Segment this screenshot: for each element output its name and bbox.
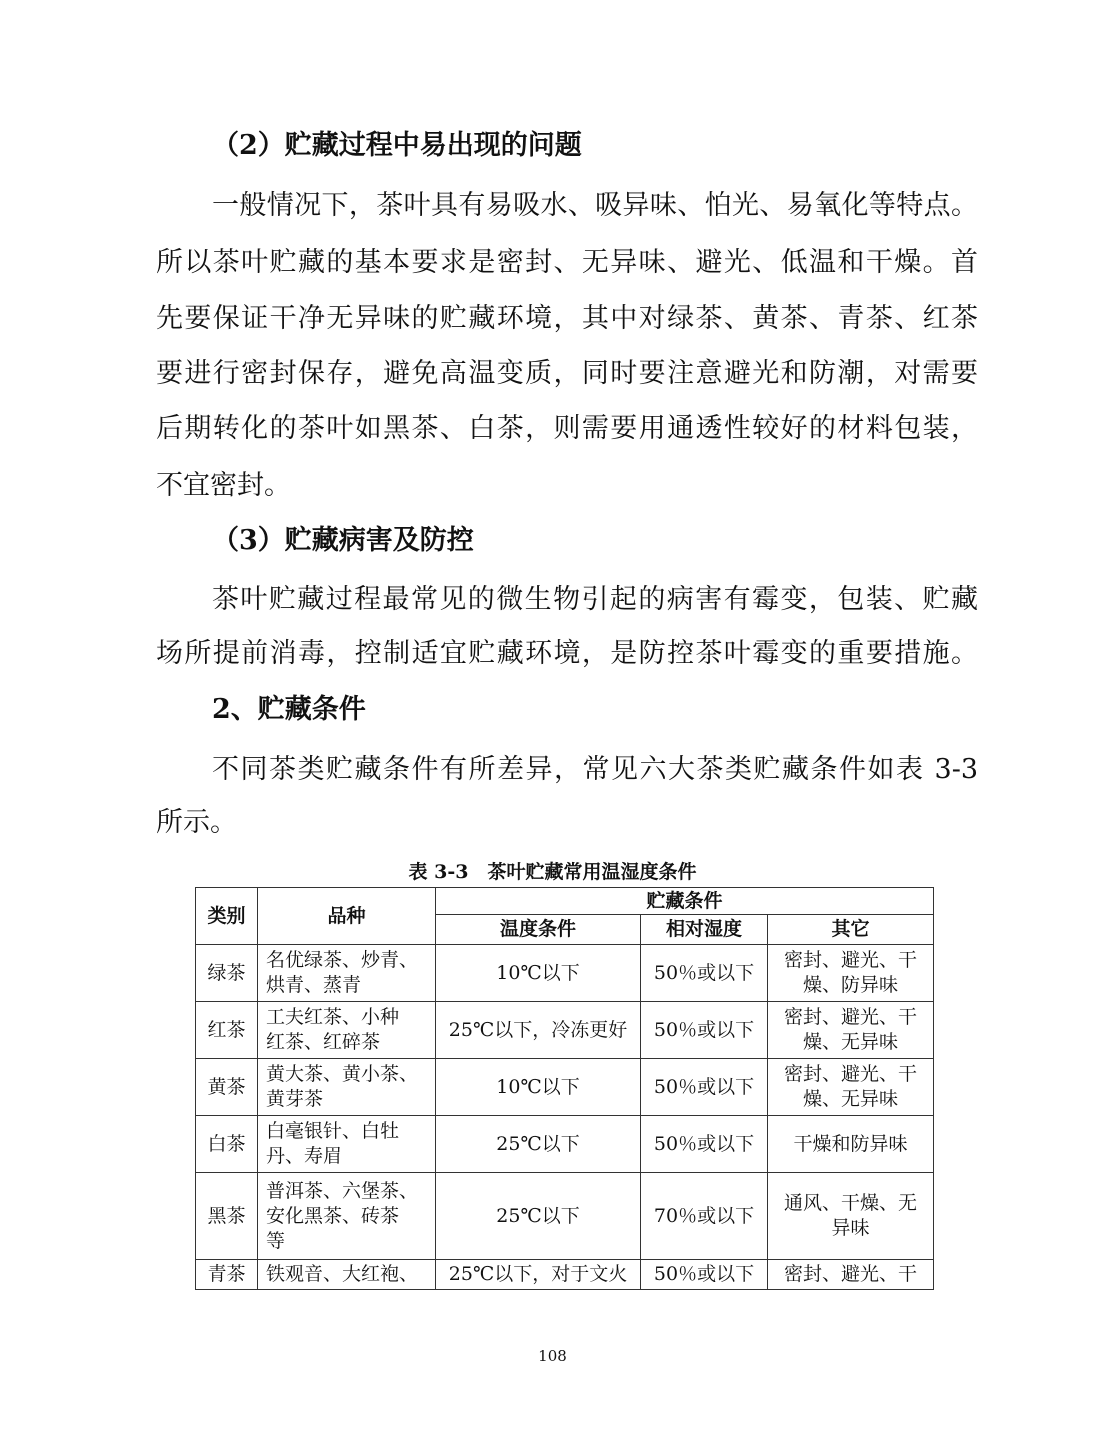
table-row bbox=[196, 1173, 934, 1260]
paragraph-line: 一般情况下，茶叶具有易吸水、吸异味、怕光、易氧化等特点。 bbox=[212, 190, 978, 221]
cell-variety: 名优绿茶、炒青、 烘青、蒸青 bbox=[258, 945, 436, 1002]
cell-temperature: 25℃以下，冷冻更好 bbox=[436, 1002, 641, 1059]
cell-humidity: 50％或以下 bbox=[641, 1059, 768, 1116]
cell-other: 干燥和防异味 bbox=[768, 1116, 934, 1173]
paragraph-line: 不同茶类贮藏条件有所差异，常见六大茶类贮藏条件如表 3-3 bbox=[212, 754, 978, 785]
cell-category: 白茶 bbox=[196, 1116, 258, 1173]
cell-variety: 普洱茶、六堡茶、 安化黑茶、砖茶 等 bbox=[258, 1173, 436, 1260]
paragraph-line: 所示。 bbox=[156, 807, 237, 838]
cell-other: 密封、避光、干 燥、防异味 bbox=[768, 945, 934, 1002]
cell-variety: 黄大茶、黄小茶、 黄芽茶 bbox=[258, 1059, 436, 1116]
table-row bbox=[196, 1059, 934, 1116]
cell-temperature: 10℃以下 bbox=[436, 1059, 641, 1116]
table-row bbox=[196, 1116, 934, 1173]
cell-category: 红茶 bbox=[196, 1002, 258, 1059]
cell-other: 通风、干燥、无 异味 bbox=[768, 1173, 934, 1260]
table-row bbox=[196, 1260, 934, 1290]
cell-temperature: 10℃以下 bbox=[436, 945, 641, 1002]
cell-category: 绿茶 bbox=[196, 945, 258, 1002]
cell-humidity: 50％或以下 bbox=[641, 1002, 768, 1059]
cell-variety: 铁观音、大红袍、 bbox=[258, 1260, 436, 1290]
header-temperature: 温度条件 bbox=[436, 915, 641, 945]
section-heading: （2）贮藏过程中易出现的问题 bbox=[212, 130, 582, 161]
cell-humidity: 70％或以下 bbox=[641, 1173, 768, 1260]
page-number: 108 bbox=[538, 1347, 567, 1365]
header-humidity: 相对湿度 bbox=[641, 915, 768, 945]
cell-category: 黑茶 bbox=[196, 1173, 258, 1260]
cell-category: 青茶 bbox=[196, 1260, 258, 1290]
header-category: 类别 bbox=[196, 888, 258, 945]
paragraph-line: 后期转化的茶叶如黑茶、白茶，则需要用通透性较好的材料包装， bbox=[156, 413, 978, 444]
paragraph-line: 要进行密封保存，避免高温变质，同时要注意避光和防潮，对需要 bbox=[156, 358, 978, 389]
paragraph-line: 所以茶叶贮藏的基本要求是密封、无异味、避光、低温和干燥。首 bbox=[156, 247, 978, 278]
paragraph-line: 不宜密封。 bbox=[156, 470, 291, 501]
cell-other: 密封、避光、干 bbox=[768, 1260, 934, 1290]
cell-temperature: 25℃以下 bbox=[436, 1116, 641, 1173]
cell-humidity: 50％或以下 bbox=[641, 945, 768, 1002]
cell-variety: 白毫银针、白牡 丹、寿眉 bbox=[258, 1116, 436, 1173]
header-other: 其它 bbox=[768, 915, 934, 945]
header-variety: 品种 bbox=[258, 888, 436, 945]
storage-conditions-table bbox=[195, 887, 934, 1290]
paragraph-line: 茶叶贮藏过程最常见的微生物引起的病害有霉变，包装、贮藏 bbox=[212, 584, 978, 615]
paragraph-line: 先要保证干净无异味的贮藏环境，其中对绿茶、黄茶、青茶、红茶 bbox=[156, 303, 978, 334]
section-heading: 2、贮藏条件 bbox=[212, 694, 366, 725]
cell-temperature: 25℃以下 bbox=[436, 1173, 641, 1260]
header-conditions: 贮藏条件 bbox=[436, 888, 934, 915]
table-row bbox=[196, 1002, 934, 1059]
cell-variety: 工夫红茶、小种 红茶、红碎茶 bbox=[258, 1002, 436, 1059]
cell-other: 密封、避光、干 燥、无异味 bbox=[768, 1059, 934, 1116]
cell-humidity: 50％或以下 bbox=[641, 1260, 768, 1290]
cell-category: 黄茶 bbox=[196, 1059, 258, 1116]
table-caption: 表 3-3 茶叶贮藏常用温湿度条件 bbox=[408, 861, 697, 883]
table-row bbox=[196, 945, 934, 1002]
paragraph-line: 场所提前消毒，控制适宜贮藏环境，是防控茶叶霉变的重要措施。 bbox=[156, 638, 978, 669]
cell-humidity: 50％或以下 bbox=[641, 1116, 768, 1173]
section-heading: （3）贮藏病害及防控 bbox=[212, 525, 474, 556]
cell-temperature: 25℃以下，对于文火 bbox=[436, 1260, 641, 1290]
cell-other: 密封、避光、干 燥、无异味 bbox=[768, 1002, 934, 1059]
table-header-row bbox=[196, 888, 934, 915]
